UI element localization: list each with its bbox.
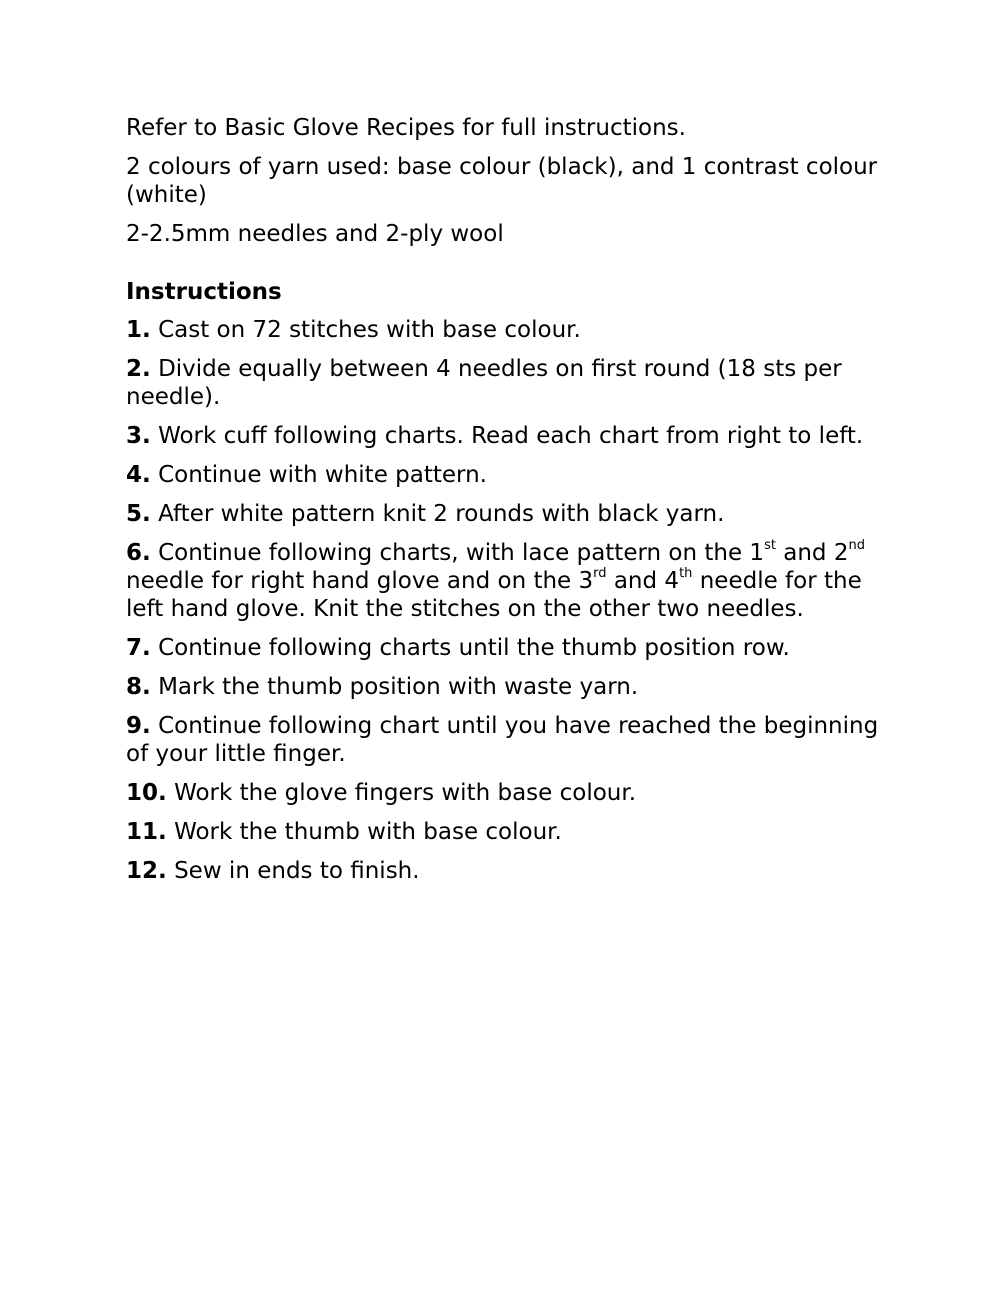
step-text-part: and 2 — [775, 540, 849, 566]
instructions-heading: Instructions — [126, 279, 282, 305]
step-11 — [126, 818, 886, 846]
step-9 — [126, 712, 886, 768]
step-8 — [126, 673, 886, 701]
intro-reference: Refer to Basic Glove Recipes for full instructions. — [126, 115, 686, 141]
step-number: 2. — [126, 356, 151, 382]
step-number: 9. — [126, 713, 151, 739]
step-text: Work the thumb with base colour. — [174, 819, 562, 845]
step-number: 7. — [126, 635, 151, 661]
step-7 — [126, 634, 886, 662]
step-text-part: and 4 — [606, 568, 680, 594]
step-number: 8. — [126, 674, 151, 700]
step-text: Divide equally between 4 needles on first round (18 sts per needle). — [126, 356, 842, 410]
ordinal-suffix: rd — [593, 566, 607, 582]
document-page — [126, 114, 886, 896]
step-6 — [126, 539, 886, 623]
step-text-part: needle for right hand glove and on the 3 — [126, 568, 594, 594]
step-text: Sew in ends to finish. — [174, 858, 420, 884]
step-4 — [126, 461, 886, 489]
step-number: 11. — [126, 819, 167, 845]
step-10 — [126, 779, 886, 807]
step-number: 4. — [126, 462, 151, 488]
step-text: Mark the thumb position with waste yarn. — [158, 674, 639, 700]
step-number: 10. — [126, 780, 167, 806]
step-number: 12. — [126, 858, 167, 884]
ordinal-suffix: nd — [848, 538, 865, 554]
instruction-steps-list — [126, 316, 886, 885]
ordinal-suffix: st — [764, 538, 776, 554]
intro-needles-wool: 2-2.5mm needles and 2-ply wool — [126, 221, 504, 247]
step-3 — [126, 422, 886, 450]
step-text-part: needle for the left hand glove. Knit the stitches on the other two needles. — [126, 568, 862, 622]
step-2 — [126, 355, 886, 411]
intro-yarn-colours: 2 colours of yarn used: base colour (black), and 1 contrast colour (white) — [126, 154, 878, 208]
step-text: Work the glove fingers with base colour. — [174, 780, 637, 806]
step-number: 5. — [126, 501, 151, 527]
step-text: Cast on 72 stitches with base colour. — [158, 317, 581, 343]
step-text-part: Continue following charts, with lace pattern on the 1 — [158, 540, 765, 566]
step-text: After white pattern knit 2 rounds with black yarn. — [158, 501, 725, 527]
step-text: Continue with white pattern. — [158, 462, 487, 488]
step-5 — [126, 500, 886, 528]
step-number: 6. — [126, 540, 151, 566]
step-text: Work cuff following charts. Read each chart from right to left. — [158, 423, 864, 449]
ordinal-suffix: th — [679, 566, 693, 582]
step-text: Continue following charts until the thumb position row. — [158, 635, 790, 661]
step-number: 3. — [126, 423, 151, 449]
step-1 — [126, 316, 886, 344]
step-12 — [126, 857, 886, 885]
step-text: Continue following chart until you have reached the beginning of your little finger. — [126, 713, 879, 767]
step-number: 1. — [126, 317, 151, 343]
